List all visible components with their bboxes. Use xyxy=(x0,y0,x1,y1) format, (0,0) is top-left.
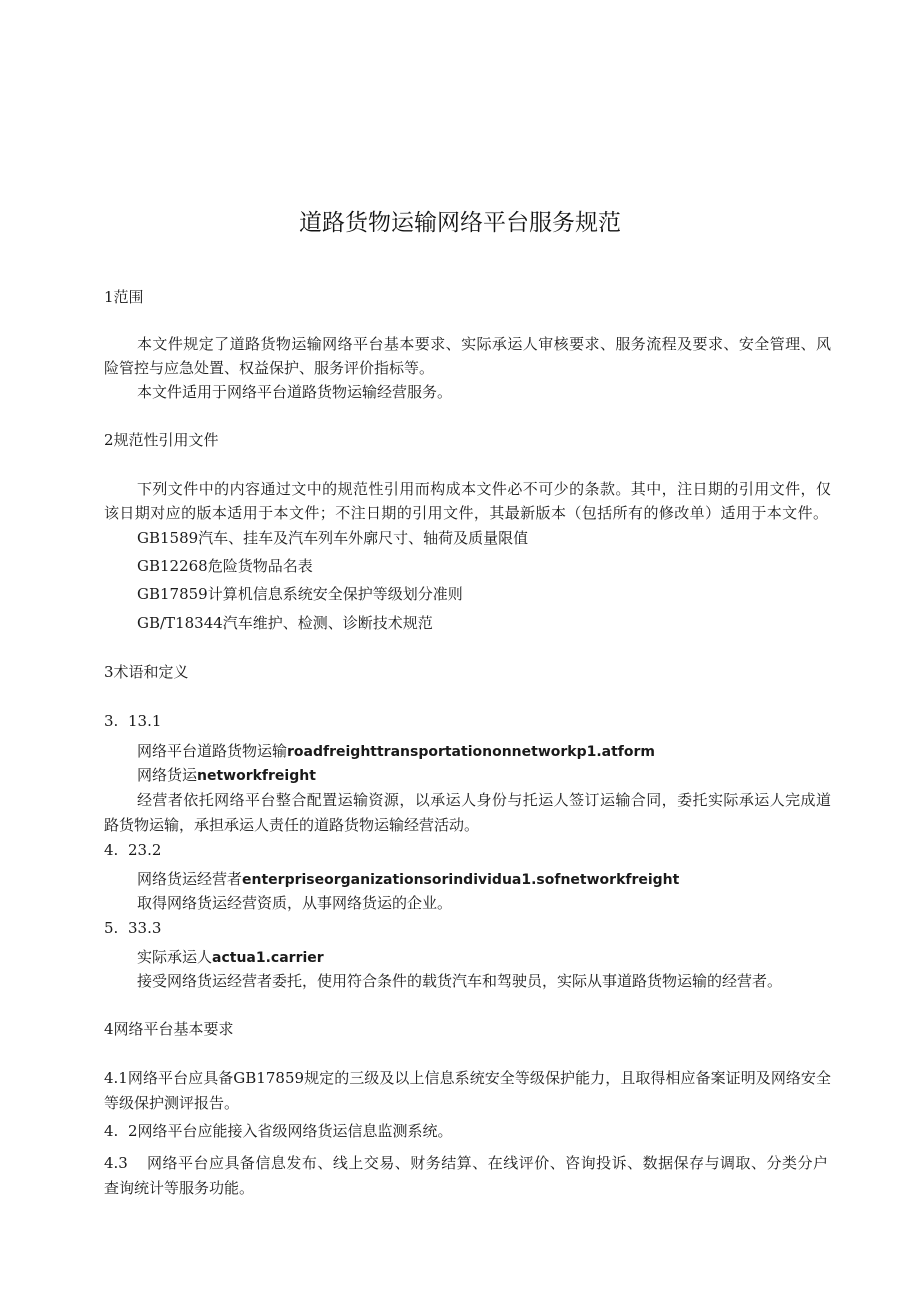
term-3-zh: 实际承运人 xyxy=(137,948,213,966)
term-1-number-a: 3. xyxy=(104,712,119,730)
term-2-line xyxy=(137,869,679,890)
term-2-definition: 取得网络货运经营资质，从事网络货运的企业。 xyxy=(137,894,453,912)
section-1-para-1-line-2: 险管控与应急处置、权益保护、服务评价指标等。 xyxy=(104,359,435,377)
clause-4-3-line-2: 查询统计等服务功能。 xyxy=(104,1179,255,1197)
term-1-zh: 网络平台道路货物运输 xyxy=(137,742,288,760)
clause-4-2-number: 4. xyxy=(104,1122,119,1140)
section-3-heading: 3术语和定义 xyxy=(104,663,189,681)
clause-4-3-line-1: 网络平台应具备信息发布、线上交易、财务结算、在线评价、咨询投诉、数据保存与调取、分类分户 xyxy=(147,1154,828,1172)
section-2-para-line-2: 该日期对应的版本适用于本文件；不注日期的引用文件，其最新版本（包括所有的修改单）适用于本文件。 xyxy=(104,504,828,522)
clause-4-3-number: 4.3 xyxy=(104,1154,128,1172)
section-2-para-line-1: 下列文件中的内容通过文中的规范性引用而构成本文件必不可少的条款。其中，注日期的引用文件，仅 xyxy=(137,480,831,498)
term-1-alias-line xyxy=(137,765,316,786)
reference-item: GB1589汽车、挂车及汽车列车外廓尺寸、轴荷及质量限值 xyxy=(137,529,529,547)
section-4-heading: 4网络平台基本要求 xyxy=(104,1020,234,1038)
term-1-definition-line-1: 经营者依托网络平台整合配置运输资源，以承运人身份与托运人签订运输合同，委托实际承运人完成道 xyxy=(137,791,831,809)
reference-item: GB/T18344汽车维护、检测、诊断技术规范 xyxy=(137,614,433,632)
section-1-heading: 1范围 xyxy=(104,288,144,306)
term-3-line xyxy=(137,947,324,968)
term-1-alias-zh: 网络货运 xyxy=(137,766,198,784)
document-title: 道路货物运输网络平台服务规范 xyxy=(299,210,621,236)
term-3-definition: 接受网络货运经营者委托，使用符合条件的载货汽车和驾驶员，实际从事道路货物运输的经营者。 xyxy=(137,972,783,990)
term-2-number-b: 23.2 xyxy=(128,841,162,859)
clause-4-1-line-2: 等级保护测评报告。 xyxy=(104,1094,240,1112)
term-1-alias-en: networkfreight xyxy=(197,768,316,784)
term-3-number-b: 33.3 xyxy=(128,919,162,937)
term-2-en: enterpriseorganizationsorindividua1.sofnetworkfreight xyxy=(242,872,680,888)
clause-4-2-text: 2网络平台应能接入省级网络货运信息监测系统。 xyxy=(128,1122,453,1140)
reference-item: GB17859计算机信息系统安全保护等级划分准则 xyxy=(137,585,463,603)
term-3-en: actua1.carrier xyxy=(212,950,324,966)
term-1-line xyxy=(137,741,655,762)
reference-item: GB12268危险货物品名表 xyxy=(137,557,313,575)
term-2-zh: 网络货运经营者 xyxy=(137,870,243,888)
term-2-number-a: 4. xyxy=(104,841,119,859)
term-3-number-a: 5. xyxy=(104,919,119,937)
term-1-en: roadfreighttransportationonnetworkp1.atform xyxy=(287,744,656,760)
section-1-para-2: 本文件适用于网络平台道路货物运输经营服务。 xyxy=(137,383,453,401)
clause-4-1-line-1: 4.1网络平台应具备GB17859规定的三级及以上信息系统安全等级保护能力，且取得相应备案证明及网络安全 xyxy=(104,1069,831,1087)
section-1-para-1-line-1: 本文件规定了道路货物运输网络平台基本要求、实际承运人审核要求、服务流程及要求、安全管理、风 xyxy=(137,335,831,353)
section-2-heading: 2规范性引用文件 xyxy=(104,431,219,449)
term-1-number-b: 13.1 xyxy=(128,712,162,730)
term-1-definition-line-2: 路货物运输，承担承运人责任的道路货物运输经营活动。 xyxy=(104,816,480,834)
